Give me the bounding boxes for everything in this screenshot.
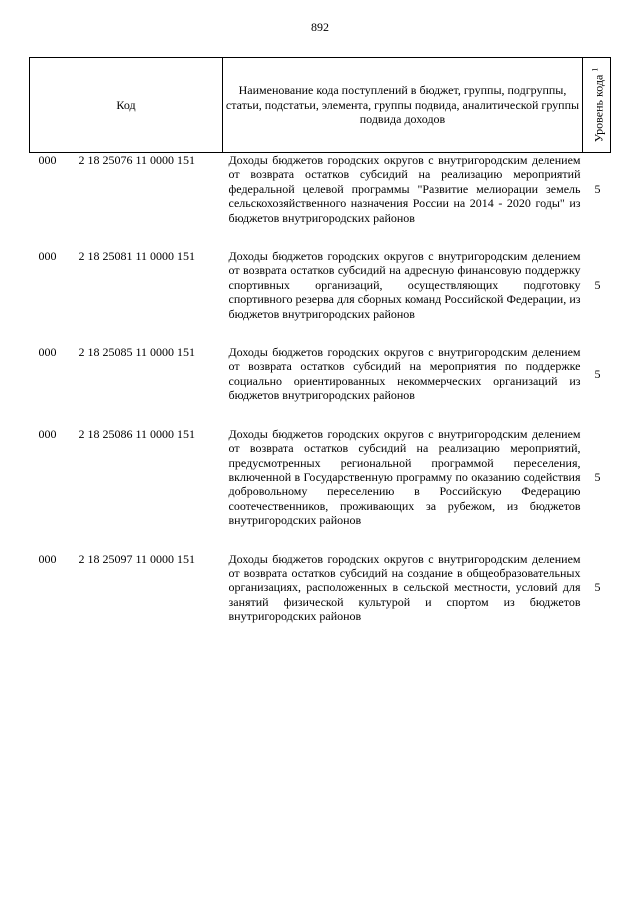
table-row <box>30 153 611 250</box>
row-code-cell <box>30 153 223 250</box>
row-level: 5 <box>594 277 601 292</box>
row-code-cell <box>30 552 223 648</box>
header-name: Наименование кода поступлений в бюджет, группы, подгруппы, статьи, подстатьи, элемента, группы подвида, аналитической группы подвида доходов <box>223 58 583 153</box>
row-level: 5 <box>594 366 601 381</box>
row-code-cell <box>30 345 223 427</box>
row-name: Доходы бюджетов городских округов с внутригородским делением от возврата остатков субсидий на реализацию мероприятий федеральной целевой программы "Развитие мелиорации земель сельскохозяйственного назначения России на 2014 - 2020 годы" из бюджетов внутригородских районов <box>228 153 581 225</box>
row-admin: 000 <box>38 249 57 264</box>
row-code: 2 18 25081 11 0000 151 <box>78 249 196 264</box>
header-level-footnote: 1 <box>589 67 599 72</box>
row-admin: 000 <box>38 551 57 566</box>
row-admin: 000 <box>38 153 57 167</box>
row-code: 2 18 25076 11 0000 151 <box>78 153 196 167</box>
table-body <box>30 153 611 648</box>
row-name: Доходы бюджетов городских округов с внутригородским делением от возврата остатков субсидий на создание в общеобразовательных организациях, расположенных в сельской местности, условий для занятий физической культурой и спортом из бюджетов внутригородских районов <box>228 551 581 624</box>
header-level-text: Уровень кода <box>590 74 605 143</box>
header-code: Код <box>30 58 223 153</box>
table-row <box>30 552 611 648</box>
row-code: 2 18 25085 11 0000 151 <box>78 345 196 360</box>
row-admin: 000 <box>38 345 57 360</box>
row-name: Доходы бюджетов городских округов с внутригородским делением от возврата остатков субсидий на реализацию мероприятий, предусмотренных региональной программой переселения, включенной в Государственную программу по оказанию содействия добровольному переселению в Российскую Федерацию соотечественников, проживающих за рубежом, из бюджетов внутригородских районов <box>228 426 581 528</box>
row-name: Доходы бюджетов городских округов с внутригородским делением от возврата остатков субсидий на адресную финансовую поддержку спортивных организаций, осуществляющих подготовку спортивного резерва для сборных команд Российской Федерации, из бюджетов внутригородских районов <box>228 249 581 321</box>
table-row <box>30 249 611 345</box>
row-level: 5 <box>594 580 601 595</box>
header-level-label <box>588 68 605 143</box>
header-level <box>583 58 611 153</box>
row-level: 5 <box>594 469 601 484</box>
budget-codes-table <box>29 57 611 648</box>
row-code: 2 18 25097 11 0000 151 <box>78 551 196 566</box>
row-level: 5 <box>594 181 601 196</box>
row-admin: 000 <box>38 426 57 441</box>
row-name: Доходы бюджетов городских округов с внутригородским делением от возврата остатков субсидий на мероприятия по поддержке социально ориентированных некоммерческих организаций из бюджетов внутригородских районов <box>228 345 581 403</box>
table-row <box>30 345 611 427</box>
page-number: 892 <box>311 20 329 34</box>
row-code-cell <box>30 249 223 345</box>
table-header <box>30 58 611 153</box>
row-code-cell <box>30 427 223 552</box>
table-row <box>30 427 611 552</box>
row-code: 2 18 25086 11 0000 151 <box>78 426 196 441</box>
